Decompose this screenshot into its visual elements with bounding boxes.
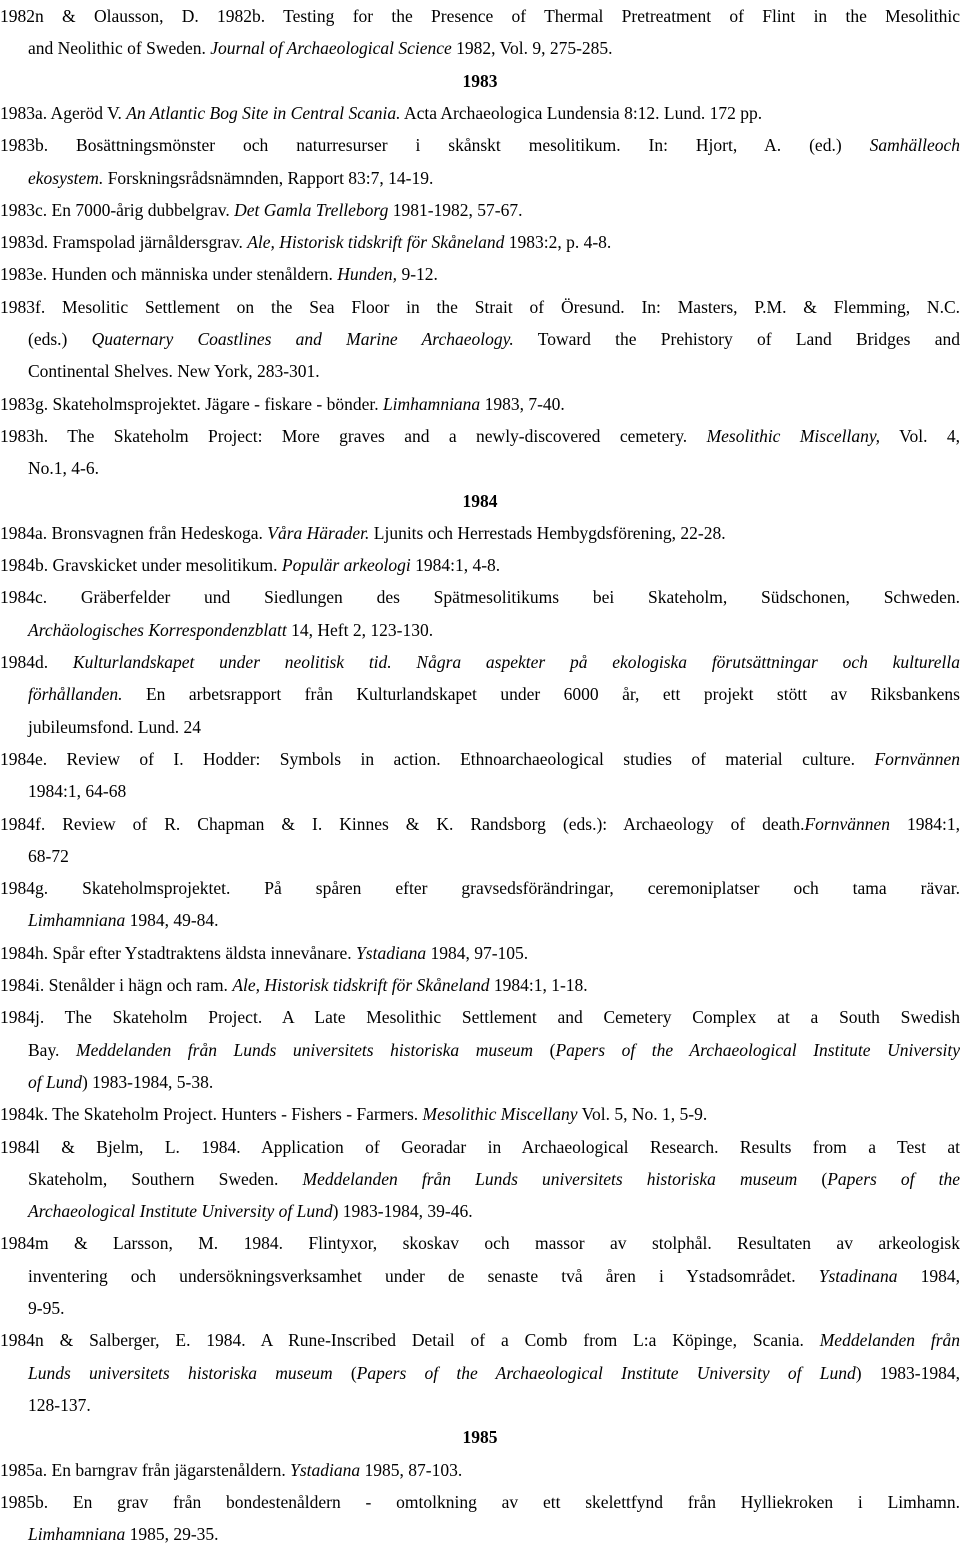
reference-text: 1984a. Bronsvagnen från Hedeskoga. <box>0 522 268 543</box>
reference-line <box>0 1486 960 1518</box>
reference-line <box>28 162 960 194</box>
reference-text: 1983d. Framspolad järnåldersgrav. <box>0 232 248 253</box>
reference-text: 9-95. <box>28 1298 65 1318</box>
reference-line <box>28 1292 960 1324</box>
reference-text: 1984h. Spår efter Ystadtraktens äldsta innevånare. <box>0 942 357 963</box>
reference-text: 1982, Vol. 9, 275-285. <box>451 38 613 59</box>
reference-text: 1985a. En barngrav från jägarstenåldern. <box>0 1459 291 1480</box>
reference-text: 1984:1, 64-68 <box>28 781 127 802</box>
italic-title: Archaeological Institute University of Lund <box>28 1201 333 1222</box>
reference-text: 1983f. Mesolitic Settlement on the Sea Floor in the Strait of Öresund. In: Masters, P.M. & Flemming, N.C. <box>0 296 960 317</box>
reference-line <box>0 420 960 452</box>
reference-text: Acta Archaeologica Lundensia 8:12. Lund. 172 pp. <box>400 102 763 123</box>
reference-text: En arbetsrapport från Kulturlandskapet under 6000 år, ett projekt stött av Riksbankens <box>122 684 960 705</box>
italic-title: Meddelanden från <box>819 1330 960 1351</box>
reference-text: 1984, 49-84. <box>125 910 219 931</box>
reference-line <box>0 97 960 129</box>
reference-text: 1983b. Bosättningsmönster och naturresurser i skånskt mesolitikum. In: Hjort, A. (ed.) <box>0 135 870 156</box>
reference-text: 1983c. En 7000-årig dubbelgrav. <box>0 199 235 220</box>
reference-text: ) 1983-1984, <box>855 1362 960 1383</box>
reference-line <box>0 581 960 613</box>
reference-line <box>28 678 960 710</box>
reference-line <box>0 937 960 969</box>
reference-line <box>28 1034 960 1066</box>
reference-text: 1985b. En grav från bondestenåldern - omtolkning av ett skelettfynd från Hylliekroken i Limhamn. <box>0 1491 960 1512</box>
reference-line <box>0 549 960 581</box>
reference-text: 1984e. Review of I. Hodder: Symbols in action. Ethnoarchaeological studies of material culture. <box>0 748 875 769</box>
reference-line <box>0 1454 960 1486</box>
reference-text: 1984n & Salberger, E. 1984. A Rune-Inscribed Detail of a Comb from L:a Köpinge, Scania. <box>0 1330 820 1351</box>
italic-title: Quaternary Coastlines and Marine Archaeology. <box>91 329 514 349</box>
reference-line <box>28 355 960 387</box>
reference-line <box>0 129 960 161</box>
italic-title: Fornvännen <box>804 813 890 834</box>
italic-title: Samhälleoch <box>869 135 960 156</box>
italic-title: Journal of Archaeological Science <box>210 38 452 59</box>
italic-title: Limhamniana <box>382 393 481 414</box>
reference-line <box>28 1518 960 1550</box>
reference-line <box>0 517 960 549</box>
reference-line <box>28 1163 960 1195</box>
italic-title: Archäologisches Korrespondenzblatt <box>28 619 287 640</box>
italic-title: of Lund <box>28 1071 82 1092</box>
reference-text: 1984d. <box>0 652 73 672</box>
italic-title: Ystadiana <box>290 1459 361 1480</box>
italic-title: Papers of the Archaeological Institute University <box>555 1039 960 1060</box>
reference-text: 1984:1, <box>890 813 960 834</box>
italic-title: Papers of the <box>827 1168 960 1189</box>
reference-text: Vol. 4, <box>880 425 960 446</box>
italic-title: Ystadinana <box>818 1265 898 1286</box>
reference-text: 14, Heft 2, 123-130. <box>286 619 434 640</box>
italic-title: Kulturlandskapet under neolitisk tid. Några aspekter på ekologiska förutsättningar och kulturella <box>72 652 960 672</box>
reference-text: 1984k. The Skateholm Project. Hunters - Fishers - Farmers. <box>0 1104 423 1125</box>
reference-text: ( <box>533 1039 556 1060</box>
reference-text: 1984:1, 4-8. <box>410 555 501 576</box>
reference-text: 1983h. The Skateholm Project: More graves and a newly-discovered cemetery. <box>0 425 707 446</box>
reference-text: Bay. <box>28 1039 76 1060</box>
reference-text: 1982n & Olausson, D. 1982b. Testing for the Presence of Thermal Pretreatment of Flint in the Mesolithic <box>0 6 960 26</box>
reference-text: 1984g. Skateholmsprojektet. På spåren efter gravsedsförändringar, ceremoniplatser och tama rävar. <box>0 878 960 899</box>
reference-text: 1984b. Gravskicket under mesolitikum. <box>0 555 282 576</box>
reference-text: ( <box>332 1362 357 1383</box>
reference-text: (eds.) <box>28 329 92 349</box>
reference-text: Forskningsrådsnämnden, Rapport 83:7, 14-19. <box>103 167 434 188</box>
reference-text: 1984, 97-105. <box>426 942 529 963</box>
reference-text: Ljunits och Herrestads Hembygdsförening, 22-28. <box>369 522 726 543</box>
year-heading: 1985 <box>462 1427 498 1448</box>
italic-title: Limhamniana <box>28 1524 126 1545</box>
reference-text: 1983, 7-40. <box>480 393 565 414</box>
reference-text: 1984c. Gräberfelder und Siedlungen des Spätmesolitikums bei Skateholm, Südschonen, Schweden. <box>0 587 960 608</box>
reference-text: 1984i. Stenålder i hägn och ram. <box>0 975 233 995</box>
reference-text: 9-12. <box>397 264 438 285</box>
reference-text: 128-137. <box>28 1394 91 1415</box>
reference-text: ( <box>797 1168 828 1189</box>
reference-text: Vol. 5, No. 1, 5-9. <box>577 1104 708 1125</box>
reference-line <box>0 226 960 258</box>
italic-title: An Atlantic Bog Site in Central Scania. <box>126 102 401 123</box>
italic-title: Meddelanden från Lunds universitets historiska museum <box>76 1039 534 1060</box>
italic-title: Papers of the Archaeological Institute University of Lund <box>356 1362 856 1383</box>
reference-line <box>28 614 960 646</box>
reference-line <box>28 1260 960 1292</box>
italic-title: Det Gamla Trelleborg <box>234 199 389 220</box>
italic-title: Limhamniana <box>28 910 126 931</box>
italic-title: Mesolithic Miscellany, <box>706 425 881 446</box>
italic-title: Fornvännen <box>874 748 960 769</box>
reference-line <box>28 904 960 936</box>
reference-text: 1983g. Skateholmsprojektet. Jägare - fiskare - bönder. <box>0 393 383 414</box>
italic-title: Mesolithic Miscellany <box>422 1104 578 1125</box>
reference-line <box>28 840 960 872</box>
reference-text: Continental Shelves. New York, 283-301. <box>28 361 320 382</box>
italic-title: ekosystem. <box>28 167 104 188</box>
reference-line <box>28 1389 960 1421</box>
reference-line <box>0 388 960 420</box>
reference-line <box>0 258 960 290</box>
italic-title: Ale, Historisk tidskrift för Skåneland <box>232 975 490 995</box>
reference-line <box>0 1098 960 1130</box>
reference-line <box>28 1195 960 1227</box>
reference-line <box>0 1131 960 1163</box>
reference-line <box>28 1357 960 1389</box>
italic-title: förhållanden. <box>28 684 123 705</box>
reference-line <box>0 1001 960 1033</box>
reference-text: ) 1983-1984, 39-46. <box>332 1201 473 1222</box>
reference-text: 1984m & Larsson, M. 1984. Flintyxor, skoskav och massor av stolphål. Resultaten av arkeologisk <box>0 1233 960 1254</box>
reference-line <box>28 775 960 807</box>
reference-text: 1984f. Review of R. Chapman & I. Kinnes & K. Randsborg (eds.): Archaeology of death. <box>0 813 805 834</box>
reference-text: jubileumsfond. Lund. 24 <box>28 716 202 737</box>
italic-title: Lunds universitets historiska museum <box>28 1362 333 1383</box>
reference-line <box>28 323 960 355</box>
reference-line <box>0 646 960 678</box>
reference-text: 1984:1, 1-18. <box>489 975 588 995</box>
italic-title: Hunden, <box>337 264 398 285</box>
reference-text: 1985, 87-103. <box>360 1459 463 1480</box>
reference-line <box>28 1066 960 1098</box>
italic-title: Ale, Historisk tidskrift för Skåneland <box>247 232 505 253</box>
italic-title: Meddelanden från Lunds universitets historiska museum <box>302 1168 798 1189</box>
reference-text: 1983:2, p. 4-8. <box>504 232 612 253</box>
year-heading: 1983 <box>462 70 498 91</box>
reference-text: No.1, 4-6. <box>28 458 99 479</box>
reference-text: inventering och undersökningsverksamhet under de senaste två åren i Ystadsområdet. <box>28 1265 819 1286</box>
reference-line <box>0 969 960 1001</box>
reference-line <box>0 291 960 323</box>
reference-text: 1984l & Bjelm, L. 1984. Application of Georadar in Archaeological Research. Results from a Test at <box>0 1136 960 1157</box>
reference-line <box>0 194 960 226</box>
year-heading: 1984 <box>462 490 498 511</box>
reference-line <box>28 32 960 64</box>
reference-text: 1984j. The Skateholm Project. A Late Mesolithic Settlement and Cemetery Complex at a South Swedish <box>0 1007 960 1028</box>
reference-line <box>28 711 960 743</box>
reference-line <box>0 872 960 904</box>
reference-text: 1983a. Ageröd V. <box>0 102 127 123</box>
reference-line <box>0 0 960 32</box>
reference-line <box>0 1324 960 1356</box>
reference-text: 1981-1982, 57-67. <box>388 199 523 220</box>
reference-line <box>0 743 960 775</box>
reference-text: 1984, <box>897 1265 960 1286</box>
italic-title: Våra Härader. <box>267 522 370 543</box>
italic-title: Populär arkeologi <box>281 555 411 576</box>
reference-line <box>28 452 960 484</box>
reference-line <box>0 1227 960 1259</box>
reference-text: and Neolithic of Sweden. <box>28 38 211 59</box>
reference-text: ) 1983-1984, 5-38. <box>81 1071 214 1092</box>
italic-title: Ystadiana <box>356 942 427 963</box>
reference-text: Skateholm, Southern Sweden. <box>28 1168 303 1189</box>
reference-line <box>0 808 960 840</box>
reference-text: Toward the Prehistory of Land Bridges and <box>513 329 960 349</box>
reference-text: 68-72 <box>28 845 69 866</box>
reference-text: 1983e. Hunden och människa under stenåldern. <box>0 264 338 285</box>
reference-text: 1985, 29-35. <box>125 1524 219 1545</box>
